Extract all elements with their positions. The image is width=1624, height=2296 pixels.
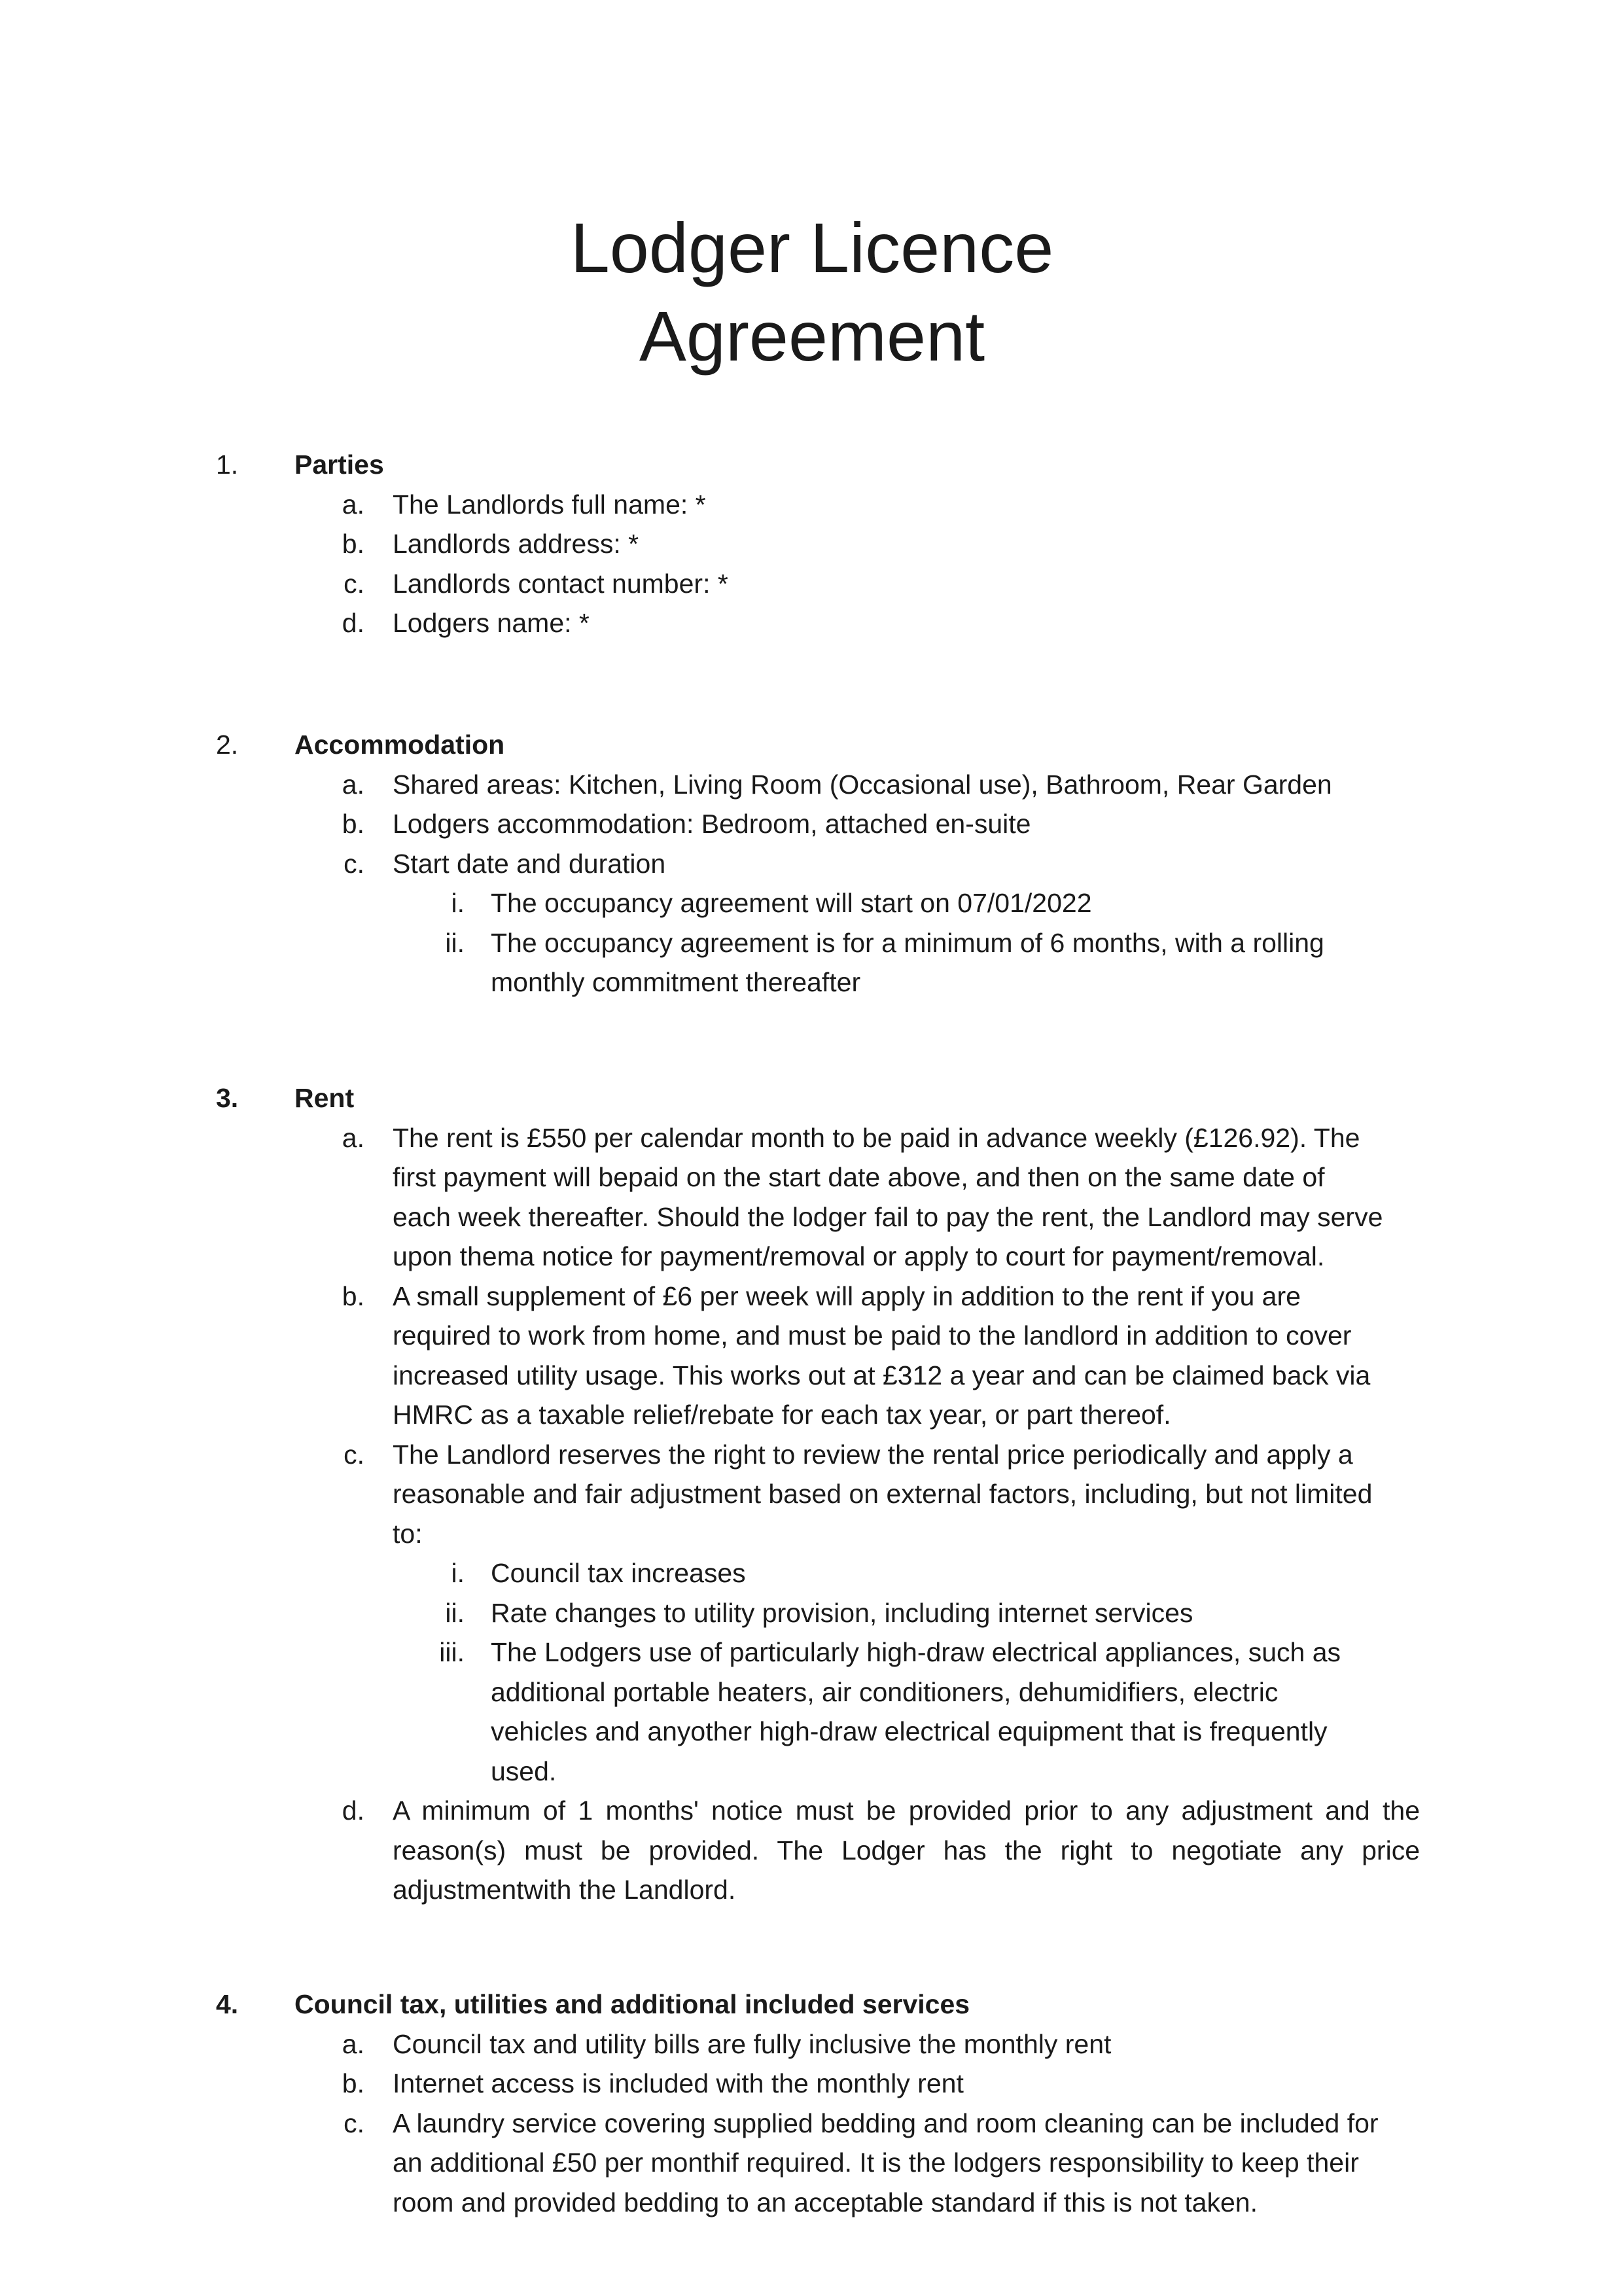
- item-text-line: each week thereafter. Should the lodger fail to pay the rent, the Landlord may serve: [393, 1201, 1383, 1232]
- item-marker: b.: [342, 1280, 364, 1311]
- item-marker: b.: [342, 809, 364, 839]
- item-marker: a.: [342, 2028, 364, 2059]
- document-title-line-1: Lodger Licence: [570, 208, 1054, 287]
- section-heading: Rent: [294, 1083, 355, 1113]
- item-text-line: first payment will bepaid on the start date above, and then on the same date of: [393, 1162, 1325, 1192]
- section-number: 4.: [216, 1989, 239, 2019]
- section-heading: Council tax, utilities and additional included services: [294, 1989, 970, 2019]
- subitem-marker: i.: [451, 888, 465, 918]
- item-text-line: Council tax and utility bills are fully inclusive the monthly rent: [393, 2028, 1112, 2059]
- item-marker: b.: [342, 2068, 364, 2098]
- item-text-line: Shared areas: Kitchen, Living Room (Occasional use), Bathroom, Rear Garden: [393, 769, 1332, 800]
- item-text-line: Landlords address: *: [393, 529, 639, 559]
- item-text-line: an additional £50 per monthif required. It is the lodgers responsibility to keep their: [393, 2147, 1359, 2178]
- item-text-line: adjustmentwith the Landlord.: [393, 1875, 736, 1905]
- section-number: 3.: [216, 1083, 239, 1113]
- subitem-text-line: The occupancy agreement will start on 07/01/2022: [491, 888, 1092, 918]
- subitem-text-line: additional portable heaters, air conditioners, dehumidifiers, electric: [491, 1676, 1279, 1707]
- item-marker: b.: [342, 529, 364, 559]
- subitem-text-line: used.: [491, 1756, 557, 1786]
- item-text-line: The rent is £550 per calendar month to be paid in advance weekly (£126.92). The: [393, 1122, 1360, 1153]
- subitem-marker: ii.: [445, 927, 465, 958]
- section-number: 2.: [216, 730, 239, 760]
- item-text-line: Lodgers name: *: [393, 608, 590, 638]
- subitem-text-line: The Lodgers use of particularly high-draw electrical appliances, such as: [491, 1637, 1341, 1667]
- item-text-line: A small supplement of £6 per week will apply in addition to the rent if you are: [393, 1280, 1301, 1311]
- item-text-line: room and provided bedding to an acceptable standard if this is not taken.: [393, 2187, 1258, 2217]
- item-text-line: HMRC as a taxable relief/rebate for each tax year, or part thereof.: [393, 1400, 1171, 1430]
- item-text-line: reason(s) must be provided. The Lodger has the right to negotiate any price: [393, 1835, 1420, 1865]
- subitem-text-line: Council tax increases: [491, 1558, 746, 1588]
- item-text-line: Lodgers accommodation: Bedroom, attached en-suite: [393, 809, 1031, 839]
- subitem-text-line: vehicles and anyother high-draw electrical equipment that is frequently: [491, 1716, 1328, 1746]
- subitem-marker: ii.: [445, 1597, 465, 1628]
- item-text-line: Landlords contact number: *: [393, 568, 728, 599]
- item-text-line: The Landlords full name: *: [393, 489, 706, 520]
- document-title-line-2: Agreement: [639, 296, 985, 376]
- item-text-line: reasonable and fair adjustment based on external factors, including, but not limited: [393, 1479, 1373, 1509]
- subitem-text-line: monthly commitment thereafter: [491, 967, 861, 997]
- item-text-line: The Landlord reserves the right to review the rental price periodically and apply a: [393, 1439, 1353, 1470]
- section-heading: Accommodation: [294, 730, 505, 760]
- item-marker: a.: [342, 489, 364, 520]
- subitem-text-line: The occupancy agreement is for a minimum of 6 months, with a rolling: [491, 927, 1324, 958]
- item-marker: d.: [342, 608, 364, 638]
- item-marker: a.: [342, 1122, 364, 1153]
- item-marker: c.: [344, 1439, 364, 1470]
- item-marker: c.: [344, 2108, 364, 2138]
- section-heading: Parties: [294, 450, 384, 480]
- item-marker: c.: [344, 568, 364, 599]
- item-text-line: Start date and duration: [393, 848, 666, 879]
- item-text-line: Internet access is included with the monthly rent: [393, 2068, 964, 2098]
- item-text-line: A minimum of 1 months' notice must be provided prior to any adjustment and the: [393, 1795, 1420, 1826]
- item-marker: d.: [342, 1795, 364, 1826]
- subitem-text-line: Rate changes to utility provision, including internet services: [491, 1597, 1193, 1628]
- subitem-marker: i.: [451, 1558, 465, 1588]
- item-text-line: upon thema notice for payment/removal or apply to court for payment/removal.: [393, 1241, 1325, 1271]
- section-number: 1.: [216, 450, 239, 480]
- item-text-line: required to work from home, and must be paid to the landlord in addition to cover: [393, 1320, 1352, 1351]
- subitem-marker: iii.: [439, 1637, 465, 1667]
- item-text-line: to:: [393, 1518, 423, 1549]
- item-marker: c.: [344, 848, 364, 879]
- item-text-line: increased utility usage. This works out at £312 a year and can be claimed back via: [393, 1360, 1371, 1390]
- item-marker: a.: [342, 769, 364, 800]
- item-text-line: A laundry service covering supplied bedding and room cleaning can be included for: [393, 2108, 1379, 2138]
